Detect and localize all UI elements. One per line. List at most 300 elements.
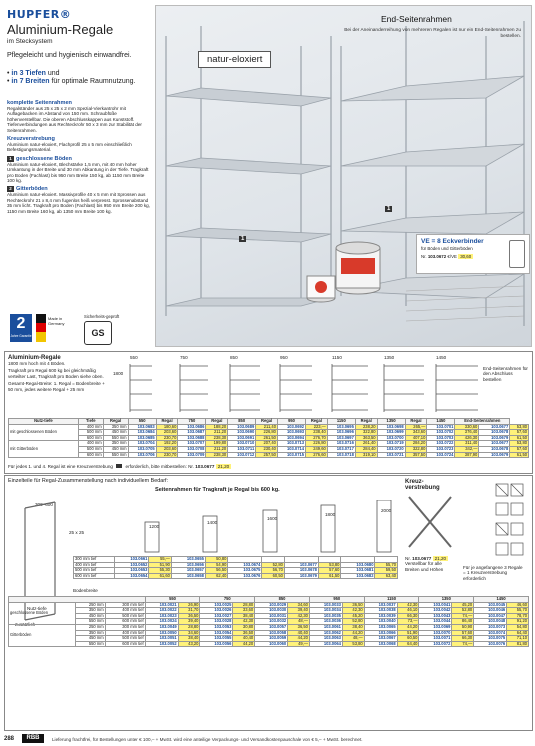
shelves-price-table: [8, 418, 529, 458]
article-number-cell: 103.0689: [228, 424, 256, 430]
article-number-cell: 103.0028: [200, 619, 233, 625]
table-header: 750: [178, 419, 206, 425]
spec-section: 1 geschlossene Böden Aluminium natur-eloxiert, Blechstärke 1,5 mm, mit 40 mm hoher Umkantung in der Breite und 30 mm Abkantung in der Tiefe. Tragkraft pro Boden (Fachlast) bis 950 mm Breite 150 kg, ab 1150 mm Breite 100 kg.: [7, 155, 149, 184]
article-number-cell: 103.0690: [228, 430, 256, 436]
price-cell: 74,—: [452, 613, 474, 619]
article-number-cell: 103.0057: [255, 624, 288, 630]
table-cell: 550 mm: [103, 435, 128, 441]
article-number-cell: 103.0075: [474, 636, 507, 642]
depth-cell: 400 mm tief: [74, 562, 115, 568]
article-number-cell: 103.0021: [145, 602, 178, 608]
price-cell: 261,50: [256, 435, 278, 441]
article-number-cell: 103.0720: [377, 446, 405, 452]
article-number-cell: 103.0705: [128, 446, 156, 452]
price-cell: 64,40: [397, 641, 419, 647]
article-number-cell: 103.0692: [277, 424, 305, 430]
article-number-cell: 103.0026: [200, 608, 233, 614]
guarantee-badge: 2 Jahre Garantie: [10, 314, 32, 342]
price-cell: 322,80: [355, 430, 377, 436]
article-number-cell: 103.0681: [341, 568, 375, 574]
article-number-cell: 103.0697: [327, 435, 355, 441]
price-cell: 52,80: [452, 608, 474, 614]
article-number-cell: 103.0715: [277, 452, 305, 458]
price-cell: 46,60: [507, 602, 529, 608]
price-cell: 66,30: [452, 636, 474, 642]
article-number-cell: 103.0064: [309, 641, 342, 647]
price-cell: 52,80: [342, 619, 364, 625]
price-cell: 311,40: [455, 441, 479, 447]
depth-cell: 500 mm tief: [74, 568, 115, 574]
article-number-cell: 103.0058: [255, 630, 288, 636]
article-number-cell: 103.0708: [178, 446, 206, 452]
table-cell: 550 mm: [76, 641, 105, 647]
article-number-cell: 103.0680: [341, 562, 375, 568]
price-cell: 55,—: [149, 557, 171, 563]
price-cell: 226,80: [256, 430, 278, 436]
price-cell: 28,80: [178, 624, 200, 630]
article-number-cell: 103.0049: [145, 624, 178, 630]
price-cell: 66,30: [397, 613, 419, 619]
price-cell: 71,10: [507, 636, 529, 642]
price-cell: 44,20: [397, 624, 419, 630]
article-number-cell: 103.0685: [128, 435, 156, 441]
article-number-cell: 103.0042: [419, 608, 452, 614]
article-number-cell: 103.0073: [474, 624, 507, 630]
price-cell: 86,40: [452, 619, 474, 625]
article-number-cell: 103.0041: [419, 602, 452, 608]
article-number-cell: 103.0034: [309, 608, 342, 614]
article-number-cell: 103.0700: [377, 435, 405, 441]
price-cell: 426,30: [455, 435, 479, 441]
price-cell: 211,20: [206, 446, 228, 452]
price-cell: 53,80: [510, 441, 529, 447]
price-cell: 44,20: [233, 641, 255, 647]
price-cell: 50,80: [205, 557, 227, 563]
label-1b-icon: 1: [241, 236, 245, 242]
article-number-cell: 103.0658: [171, 573, 205, 579]
price-cell: 26,90: [178, 602, 200, 608]
price-cell: 387,90: [455, 452, 479, 458]
price-cell: 63,40: [375, 573, 398, 579]
price-cell: 53,80: [342, 641, 364, 647]
tagline: Pflegeleicht und hygienisch einwandfrei.: [7, 52, 132, 59]
article-number-cell: 103.0053: [200, 624, 233, 630]
price-cell: 59,50: [375, 568, 398, 574]
marker-icon: [116, 464, 122, 468]
table-header: 1350: [419, 597, 474, 603]
price-cell: 238,20: [355, 424, 377, 430]
price-cell: 39,40: [288, 608, 310, 614]
price-cell: 265,—: [405, 424, 427, 430]
price-cell: 238,30: [206, 452, 228, 458]
price-cell: 207,40: [256, 441, 278, 447]
article-number-cell: 103.0714: [277, 446, 305, 452]
price-cell: 43,20: [178, 641, 200, 647]
article-number-cell: 103.0035: [309, 613, 342, 619]
price-cell: 230,70: [156, 452, 178, 458]
price-cell: 91,20: [507, 619, 529, 625]
price-cell: 261,40: [355, 441, 377, 447]
price-cell: 36,50: [342, 602, 364, 608]
article-number-cell: 103.0046: [474, 608, 507, 614]
article-number-cell: 103.0718: [327, 452, 355, 458]
article-number-cell: 103.0717: [327, 446, 355, 452]
article-number-cell: 103.0679: [284, 573, 318, 579]
price-cell: 51,90: [397, 630, 419, 636]
price-cell: 39,40: [178, 619, 200, 625]
table-header: Regal: [103, 419, 128, 425]
article-number-cell: 103.0695: [327, 424, 355, 430]
price-cell: 38,40: [342, 624, 364, 630]
product-photo: [155, 5, 532, 347]
price-cell: 52,80: [262, 562, 284, 568]
table-header: 1150: [327, 419, 355, 425]
price-cell: 284,40: [355, 446, 377, 452]
price-cell: 60,50: [262, 573, 284, 579]
label-1-icon: 1: [387, 206, 391, 212]
article-number-cell: 103.0050: [145, 630, 178, 636]
table-cell: 450 mm: [76, 613, 105, 619]
article-number-cell: 103.0679: [479, 435, 510, 441]
article-number-cell: 103.0062: [309, 630, 342, 636]
table-header: Regal: [206, 419, 228, 425]
price-cell: 363,50: [355, 435, 377, 441]
article-number-cell: 103.0688: [178, 435, 206, 441]
table-cell: 550 mm: [103, 452, 128, 458]
article-number-cell: 103.0678: [479, 446, 510, 452]
article-number-cell: 103.0683: [128, 424, 156, 430]
article-number-cell: 103.0037: [364, 602, 397, 608]
price-cell: 62,40: [205, 573, 227, 579]
article-number-cell: 103.0038: [364, 608, 397, 614]
price-cell: 38,40: [233, 613, 255, 619]
corner-connector-icon: [509, 240, 525, 268]
article-number-cell: 103.0045: [474, 602, 507, 608]
table-cell: 600 mm tief: [105, 641, 145, 647]
price-cell: 55,70: [375, 562, 398, 568]
section-single-parts: Einzelteile für Regal-Zusammenstellung nach individuellem Bedarf: Seitenrahmen für Tragkraft je Regal bis 600 kg. 300–600 25 x 25 1200 1400 1600 1800 2000 300 mm tief 103.0661 55,— 103.0655 50,80 400 mm tief 103.0652 51,90 103.0656 54,90 103.0674 52,80 103.0677 53,80 103.0680 55,70 500 mm tief 103.0653 55,30 103.0657 56,50 103.0675 56,70 103.0678 57,60 103.0681 59,50 600 mm tief 103.0654 61,60 103.0658 62,40 103.0676 60,50 103.0679 61,50 103.0682 63,40 Kreuz-verstrebung Nr. 103.0677 21,20 Verstellbar für alle Breiten und Höhen Für je angefangene 3 Regale = 1 Kreuzverstrebung erforderlich Bodenbreite Nutz-tiefe zusätzlich 550 750 850 950 1150 1350 1450 geschlossene Böden 250 mm 300 mm tief 103.0021 26,90 103.0025 28,80 103.0029 34,60 103.0033 36,50 103.0037 42,30 103.0041 45,20 103.0045 46,60 350 mm 400 mm tief 103.0022 31,70 103.0026 33,60 103.0030 39,40 103.0034 42,30 103.0038 46,10 103.0042 52,80 103.0046 55,70 450 mm 500 mm tief 103.0023 36,50 103.0027 38,40 103.0031 42,30 103.0035 45,20 103.0039 66,30 103.0043 74,— 103.0047 78,70 550 mm 600 mm tief 103.0024 39,40 103.0028 42,30 103.0032 48,— 103.0036 52,80 103.0040 73,— 103.0044 86,40 103.0048 91,20 Gitterböden 250 mm 300 mm tief 103.0049 28,80 103.0053 30,80 103.0057 36,50 103.0061 38,40 103.0065 44,20 103.0069 50,90 103.0073 54,80 350 mm 400 mm tief 103.0050 34,60 103.0054 36,50 103.0058 40,40 103.0062 44,20 103.0066 51,90 103.0070 57,60 103.0074 64,40 450 mm 500 mm tief 103.0051 38,40 103.0055 40,40 103.0059 44,20 103.0063 48,— 103.0067 60,50 103.0071 66,30 103.0075 71,10 550 mm 600 mm tief 103.0052 43,20 103.0056 44,20 103.0060 49,— 103.0064 53,80 103.0068 64,40 103.0072 74,— 103.0076 81,80: [4, 475, 533, 731]
price-cell: 31,70: [178, 608, 200, 614]
table-cell: 350 mm: [103, 424, 128, 430]
article-number-cell: 103.0677: [479, 441, 510, 447]
table-header: Regal: [156, 419, 178, 425]
article-number-cell: 103.0687: [178, 430, 206, 436]
rbb-logo: RBB: [22, 734, 44, 743]
price-cell: 61,50: [510, 435, 529, 441]
price-cell: 211,20: [206, 430, 228, 436]
article-number-cell: 103.0716: [327, 441, 355, 447]
table-cell: 500 mm: [78, 430, 103, 436]
article-number-cell: 103.0686: [178, 424, 206, 430]
article-number-cell: 103.0047: [474, 613, 507, 619]
price-cell: 238,40: [306, 430, 328, 436]
article-number-cell: 103.0060: [255, 641, 288, 647]
row-group-label: Gitterböden: [9, 624, 76, 646]
price-cell: 34,60: [288, 602, 310, 608]
article-number-cell: 103.0675: [228, 568, 262, 574]
table-row: [74, 573, 398, 579]
price-cell: 284,20: [405, 441, 427, 447]
feature-bullets: [7, 70, 152, 86]
article-number-cell: 103.0056: [200, 641, 233, 647]
price-cell: 61,50: [318, 573, 340, 579]
table-cell: 300 mm tief: [105, 602, 145, 608]
article-number-cell: 103.0678: [284, 568, 318, 574]
table-cell: 450 mm: [103, 430, 128, 436]
price-cell: 276,60: [306, 452, 328, 458]
article-number-cell: 103.0059: [255, 636, 288, 642]
width-diagrams: 1800 550 750 850 950 1150 1350 1450: [110, 354, 480, 417]
spec-sections: [7, 100, 150, 214]
article-number-cell: 103.0076: [474, 641, 507, 647]
bracing-layout-icons: [495, 483, 525, 578]
table-header: 850: [228, 419, 256, 425]
price-cell: 199,80: [206, 441, 228, 447]
table-cell: 350 mm: [76, 608, 105, 614]
article-number-cell: 103.0702: [427, 430, 455, 436]
price-cell: 78,70: [507, 613, 529, 619]
row-group-label: geschlossene Böden: [9, 602, 76, 624]
cross-bracing-drawing: [405, 493, 455, 551]
table-cell: 550 mm: [76, 619, 105, 625]
article-number-cell: 103.0704: [128, 441, 156, 447]
price-cell: 53,80: [510, 424, 529, 430]
article-number-cell: 103.0054: [200, 630, 233, 636]
table-cell: 600 mm: [78, 435, 103, 441]
price-cell: 249,60: [306, 446, 328, 452]
price-cell: 49,—: [288, 641, 310, 647]
article-number-cell: 103.0027: [200, 613, 233, 619]
table-cell: 500 mm tief: [105, 613, 145, 619]
price-cell: 42,30: [288, 613, 310, 619]
price-cell: 276,70: [306, 435, 328, 441]
page-number: 288: [4, 736, 15, 742]
price-cell: 44,20: [342, 630, 364, 636]
floors-price-table: [8, 596, 529, 647]
article-number-cell: 103.0043: [419, 613, 452, 619]
row-group-label: mit geschlossenen Böden: [9, 424, 79, 441]
article-number-cell: 103.0679: [479, 452, 510, 458]
price-cell: 54,80: [507, 624, 529, 630]
depth-cell: 600 mm tief: [74, 573, 115, 579]
price-cell: 56,50: [205, 568, 227, 574]
made-in-label: Made in Germany: [48, 316, 65, 326]
price-cell: 40,40: [288, 630, 310, 636]
row-group-label: mit Gitterböden: [9, 441, 79, 458]
price-cell: 55,70: [507, 608, 529, 614]
price-cell: 57,60: [510, 446, 529, 452]
end-frames-label: End-Seitenrahmen: [381, 14, 452, 24]
safety-label: Sicherheits-geprüft: [84, 314, 120, 319]
finish-tag: natur-eloxiert: [198, 51, 271, 68]
page-title: Aluminium-Regale: [7, 22, 114, 37]
article-number-cell: 103.0698: [377, 424, 405, 430]
price-cell: 36,50: [233, 630, 255, 636]
end-frame-note: End-Seitenrahmen für den Abschluss bestellen: [483, 366, 528, 382]
article-number-cell: 103.0039: [364, 613, 397, 619]
price-cell: 46,10: [397, 608, 419, 614]
price-cell: 73,—: [397, 619, 419, 625]
marker-1-icon: 1: [7, 156, 14, 162]
article-number-cell: 103.0712: [228, 452, 256, 458]
article-number-cell: 103.0674: [228, 562, 262, 568]
table-header: Tiefe: [78, 419, 103, 425]
article-number-cell: 103.0691: [228, 435, 256, 441]
price-cell: 36,50: [178, 613, 200, 619]
table-header: 1150: [364, 597, 419, 603]
article-number-cell: 103.0676: [228, 573, 262, 579]
price-cell: 343,60: [405, 430, 427, 436]
price-cell: 55,30: [149, 568, 171, 574]
article-number-cell: 103.0068: [364, 641, 397, 647]
article-number-cell: 103.0719: [377, 441, 405, 447]
price-cell: 64,40: [507, 630, 529, 636]
article-number-cell: 103.0684: [128, 430, 156, 436]
price-cell: 188,20: [206, 424, 228, 430]
price-cell: 56,70: [262, 568, 284, 574]
article-number-cell: 103.0030: [255, 608, 288, 614]
table-header: Nutz-tiefe: [9, 419, 79, 425]
price-cell: 407,10: [405, 435, 427, 441]
price-cell: 34,60: [178, 630, 200, 636]
article-number-cell: 103.0044: [419, 619, 452, 625]
price-cell: 61,50: [510, 452, 529, 458]
price-cell: 226,80: [306, 441, 328, 447]
article-number-cell: 103.0724: [427, 452, 455, 458]
article-number-cell: 103.0072: [419, 641, 452, 647]
article-number-cell: 103.0657: [171, 568, 205, 574]
price-cell: 203,60: [156, 446, 178, 452]
price-cell: 40,40: [233, 636, 255, 642]
cross-bracing-block: Kreuz-verstrebung Nr. 103.0677 21,20 Verstellbar für alle Breiten und Höhen Für je angefangene 3 Regale = 1 Kreuzverstrebung erforderlich: [405, 479, 527, 572]
article-number-cell: 103.0661: [115, 557, 149, 563]
price-cell: 51,90: [149, 562, 171, 568]
article-number-cell: 103.0723: [427, 446, 455, 452]
article-number-cell: 103.0713: [277, 441, 305, 447]
price-cell: 322,80: [405, 446, 427, 452]
footer-text: Lieferung frachtfrei, für Bestellungen unter € 100,– + MwSt. wird eine anteilige Verpackungs- und Versandkostenpauschale von € 5,– + MwSt. berechnet.: [52, 737, 363, 742]
article-number-cell: 103.0069: [419, 624, 452, 630]
article-number-cell: 103.0070: [419, 630, 452, 636]
table-header: Regal: [405, 419, 427, 425]
table-header: End-Seitenrahmen: [455, 419, 510, 425]
price-cell: 44,20: [288, 636, 310, 642]
price-cell: 28,80: [233, 602, 255, 608]
price-cell: 357,50: [405, 452, 427, 458]
price-cell: 57,60: [510, 430, 529, 436]
table-cell: 300 mm tief: [105, 624, 145, 630]
table-cell: 350 mm: [76, 630, 105, 636]
end-frames-note: Bei der Aneinanderreihung von mehreren Regalen ist nur ein End-Seitenrahmen zu bestellen.: [344, 28, 521, 39]
price-cell: 48,—: [288, 619, 310, 625]
germany-flag-icon: [36, 314, 46, 342]
article-number-cell: 103.0652: [115, 562, 149, 568]
article-number-cell: 103.0656: [171, 562, 205, 568]
article-number-cell: 103.0653: [115, 568, 149, 574]
spec-section: 2 Gitterböden Aluminium natur-eloxiert. Massivprofile 40 x 5 mm mit Sprossen aus Rechteckrohr 21 x 8,4 mm fugenlos heiß verpresst. Sprossenabstand 35 mm licht. Tragkraft pro Boden (Fachlast) bis 950 mm Breite 200 kg, 1150 mm Breite 160 kg, ab 1350 mm Breite 100 kg.: [7, 186, 150, 214]
article-number-cell: 103.0722: [427, 441, 455, 447]
article-number-cell: 103.0055: [200, 636, 233, 642]
article-number-cell: 103.0029: [255, 602, 288, 608]
article-number-cell: 103.0051: [145, 636, 178, 642]
price-cell: 376,40: [455, 430, 479, 436]
article-number-cell: 103.0655: [171, 557, 205, 563]
table-cell: 450 mm: [103, 446, 128, 452]
article-number-cell: 103.0052: [145, 641, 178, 647]
table-row: [9, 641, 529, 647]
article-number-cell: 103.0067: [364, 636, 397, 642]
price-cell: 30,80: [233, 624, 255, 630]
article-number-cell: 103.0699: [377, 430, 405, 436]
table-cell: 500 mm: [78, 446, 103, 452]
price-cell: 319,10: [355, 452, 377, 458]
table-cell: 400 mm: [78, 441, 103, 447]
table-header: 950: [309, 597, 364, 603]
table-header: Regal: [256, 419, 278, 425]
article-number-cell: 103.0710: [228, 441, 256, 447]
article-number-cell: 103.0074: [474, 630, 507, 636]
price-cell: 230,40: [256, 446, 278, 452]
price-cell: 42,30: [233, 619, 255, 625]
table-cell: 400 mm tief: [105, 608, 145, 614]
shelf-elevation-icons: [122, 362, 480, 414]
table-header: 850: [255, 597, 310, 603]
table-cell: 400 mm tief: [105, 630, 145, 636]
bullet-item: • in 7 Breiten für optimale Raumnutzung.: [7, 78, 136, 85]
page-subtitle: im Stecksystem: [7, 38, 53, 45]
price-cell: 180,60: [156, 424, 178, 430]
article-number-cell: 103.0682: [341, 573, 375, 579]
table-cell: 500 mm tief: [105, 636, 145, 642]
price-cell: 50,90: [452, 624, 474, 630]
price-cell: 45,20: [452, 602, 474, 608]
article-number-cell: 103.0040: [364, 619, 397, 625]
table-header: Regal: [306, 419, 328, 425]
article-number-cell: 103.0032: [255, 619, 288, 625]
table-header: 750: [200, 597, 255, 603]
price-cell: 57,60: [318, 568, 340, 574]
article-number-cell: 103.0066: [364, 630, 397, 636]
article-number-cell: 103.0677: [479, 424, 510, 430]
price-cell: 42,30: [342, 608, 364, 614]
price-cell: 33,60: [233, 608, 255, 614]
table-header: 550: [145, 597, 200, 603]
price-cell: 74,—: [452, 641, 474, 647]
table-cell: 600 mm: [78, 452, 103, 458]
price-cell: 230,70: [156, 435, 178, 441]
table-header: 1350: [377, 419, 405, 425]
price-cell: 81,80: [507, 641, 529, 647]
price-cell: 53,80: [318, 562, 340, 568]
depth-cell: 300 mm tief: [74, 557, 115, 563]
price-cell: 54,90: [205, 562, 227, 568]
article-number-cell: 103.0706: [128, 452, 156, 458]
article-number-cell: 103.0022: [145, 608, 178, 614]
article-number-cell: 103.0721: [377, 452, 405, 458]
article-number-cell: 103.0677: [284, 562, 318, 568]
bullet-item: • in 3 Tiefen und: [7, 70, 60, 77]
article-number-cell: 103.0711: [228, 446, 256, 452]
gs-seal-icon: GS: [84, 321, 112, 345]
price-cell: 257,50: [256, 452, 278, 458]
price-cell: 223,—: [306, 424, 328, 430]
price-cell: 211,40: [256, 424, 278, 430]
spec-section: Kreuzverstrebung Aluminium natur-eloxiert, Flachprofil 25 x 5 mm einschließlich Befestigungsmaterial.: [7, 136, 132, 153]
article-number-cell: 103.0063: [309, 636, 342, 642]
price-cell: 48,—: [342, 636, 364, 642]
article-number-cell: 103.0033: [309, 602, 342, 608]
article-number-cell: 103.0071: [419, 636, 452, 642]
